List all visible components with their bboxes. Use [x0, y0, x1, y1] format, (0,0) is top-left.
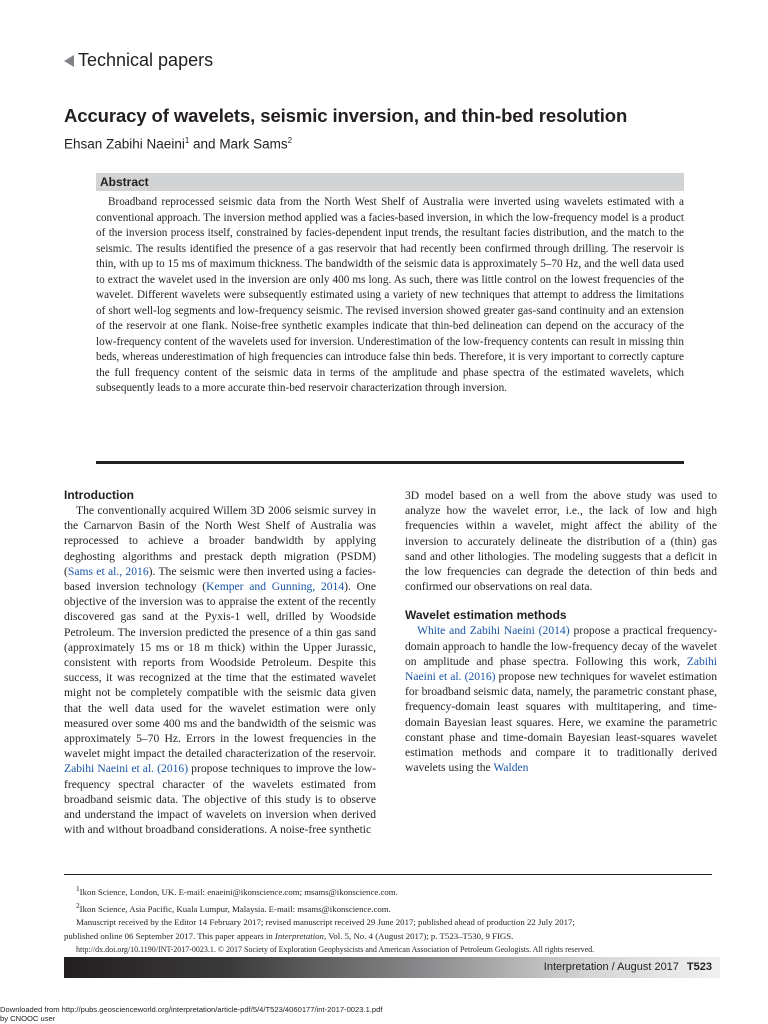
footnotes	[64, 882, 714, 956]
left-column	[64, 488, 376, 837]
doi-line[interactable]: http://dx.doi.org/10.1190/INT-2017-0023.1. © 2017 Society of Exploration Geophysicists and American Association of Petroleum Geologists. All rights reserved.	[76, 945, 595, 955]
text-run: propose techniques to improve the low-frequency spectral character of the wavelets estimated from broadband seismic data. The objective of this study is to observe and understand the impact of wavelets on inversion when derived with and without broadband considerations. A noise-free synthetic	[64, 762, 376, 837]
author-affiliation-mark: 1	[184, 136, 190, 145]
manuscript-info: Manuscript received by the Editor 14 February 2017; revised manuscript received 29 June 2017; published ahead of production 22 July 2017;	[76, 917, 575, 928]
text-run: The conventionally acquired Willem 3D 2006 seismic survey in the Carnarvon Basin of the North West Shelf of Australia was reprocessed to achieve a broader bandwidth by applying deghosting algorithms and prestack depth migration (PSDM) (	[64, 504, 376, 578]
page-number: T523	[686, 961, 712, 973]
footnote-1: $^1$Ikon Science, London, UK. E-mail: enaeini@ikonscience.com; msams@ikonscience.com.	[76, 884, 398, 897]
introduction-paragraph	[64, 503, 376, 837]
footnote-2: $^2$Ikon Science, Asia Pacific, Kuala Lumpur, Malaysia. E-mail: msams@ikonscience.com.	[76, 901, 391, 915]
footnote-text: Ikon Science, Asia Pacific, Kuala Lumpur, Malaysia. E-mail: msams@ikonscience.com.	[79, 904, 391, 915]
right-column	[405, 488, 717, 775]
citation-link[interactable]: Sams et al., 2016	[67, 564, 149, 578]
paper-title: Accuracy of wavelets, seismic inversion, and thin-bed resolution	[64, 105, 628, 126]
manuscript-info-2	[64, 930, 714, 943]
author-line	[64, 136, 292, 152]
footer-info	[544, 961, 712, 973]
citation-link[interactable]: White and Zabihi Naeini (2014)	[417, 624, 570, 638]
section-label-text: Technical papers	[78, 50, 214, 70]
citation-link[interactable]: Zabihi Naeini et al. (2016)	[64, 762, 189, 776]
author-name: Mark Sams	[219, 136, 288, 152]
abstract-divider	[96, 461, 684, 464]
citation-link[interactable]: Kemper and Gunning, 2014	[206, 580, 345, 594]
introduction-paragraph-continued: 3D model based on a well from the above study was used to analyze how the wavelet error, i.e., the lack of low and high frequencies within a wavelet, might affect the ability of the inversion to accurately delineate the distribution of a (thin) gas sand and other lithologies. The modeling suggests that a deficit in the low frequencies can degrade the detection of thin beds and confirmed our observations on real data.	[405, 489, 717, 594]
footer-journal-issue: Interpretation / August 2017	[543, 961, 679, 973]
wavelet-methods-heading: Wavelet estimation methods	[405, 608, 567, 623]
abstract-heading: Abstract	[100, 175, 149, 189]
footnote-divider	[64, 874, 712, 875]
author-affiliation-mark: 2	[287, 136, 293, 145]
citation-link[interactable]: Zabihi Naeini et al. (2016)	[405, 654, 717, 684]
introduction-heading: Introduction	[64, 488, 134, 502]
text-run: propose a practical frequency-domain approach to handle the low-frequency decay of the wavelet on amplitude and phase spectra. Following this work,	[405, 624, 717, 668]
author-name: Ehsan Zabihi Naeini	[64, 136, 185, 152]
text-run: published online 06 September 2017. This paper appears in	[64, 930, 275, 941]
citation-link[interactable]: Walden	[493, 761, 529, 775]
abstract-heading-band	[96, 173, 684, 191]
footnote-text: Ikon Science, London, UK. E-mail: enaeini@ikonscience.com; msams@ikonscience.com.	[79, 886, 398, 897]
section-label	[64, 50, 213, 71]
text-run: , Vol. 5, No. 4 (August 2017); p. T523–T530, 9 FIGS.	[323, 930, 514, 941]
wavelet-methods-paragraph	[405, 623, 717, 775]
download-url[interactable]: Downloaded from http://pubs.geoscienceworld.org/interpretation/article-pdf/5/4/T523/4060177/int-2017-0023.1.pdf	[0, 1005, 383, 1014]
abstract-body: Broadband reprocessed seismic data from the North West Shelf of Australia were inverted using wavelets estimated with a conventional approach. The inversion method applied was a facies-based inversion, in which the low-frequency model is a product of the inversion process itself, constrained by facies-dependent input trends, the resultant facies distribution, and the match to the seismic. The results identified the presence of a gas reservoir that had recently been confirmed through drilling. The reservoir is thin, with up to 15 ms of maximum thickness. The bandwidth of the seismic data is approximately 5–70 Hz, and the well data used to extract the wavelet used in the inversion are only 400 ms long. As such, there was little control on the lowest frequencies of the wavelet. Different wavelets were subsequently estimated using a variety of new techniques that attempt to address the limitations of short well-log segments and low-frequency seismic. The revised inversion showed greater gas-sand continuity and an extension of the reservoir at one flank. Noise-free synthetic examples indicate that thin-bed delineation can depend on the accuracy of the low-frequency content of the wavelets used for inversion. Underestimation of the low-frequency contents can result in missing thin beds, whereas underestimation of high frequencies can introduce false thin beds. Therefore, it is very important to correctly capture the full frequency content of the seismic data in terms of the amplitude and phase spectra of the estimated wavelets, which subsequently leads to a more accurate thin-bed reservoir characterization through inversion.	[96, 196, 684, 394]
text-run: ). The seismic were then inverted using a facies-based inversion technology (	[64, 564, 376, 594]
download-note	[0, 1005, 382, 1023]
text-run: propose new techniques for wavelet estimation for broadband seismic data, namely, the parametric constant phase, frequency-domain least squares with multitapering, and time-domain Bayesian least squares. Here, we examine the parametric constant phase and time-domain Bayesian least-squares wavelet estimation methods and compare it to traditionally derived wavelets using the	[405, 670, 718, 775]
triangle-left-icon	[64, 55, 74, 67]
download-user: by CNOOC user	[0, 1014, 56, 1023]
text-run: ). One objective of the inversion was to appraise the extent of the recently discovered gas sand at the Pyxis-1 well, drilled by Woodside Petroleum. The inversion predicted the presence of a thin gas sand (approximately 15 ms or 18 m thick) within the Upper Jurassic, consistent with reports from Woodside Petroleum. Despite this success, it was recognized at the time that the estimated wavelet might not be completely compatible with the seismic data given that the well data used for the wavelet estimation were only measured over some 400 ms and the bandwidth of the seismic was approximately 5–70 Hz. Errors in the lowest frequencies in the wavelet might impact the detailed characterization of the reservoir.	[64, 580, 376, 761]
author-joiner: and	[189, 136, 220, 152]
journal-name: Interpretation	[274, 930, 324, 941]
